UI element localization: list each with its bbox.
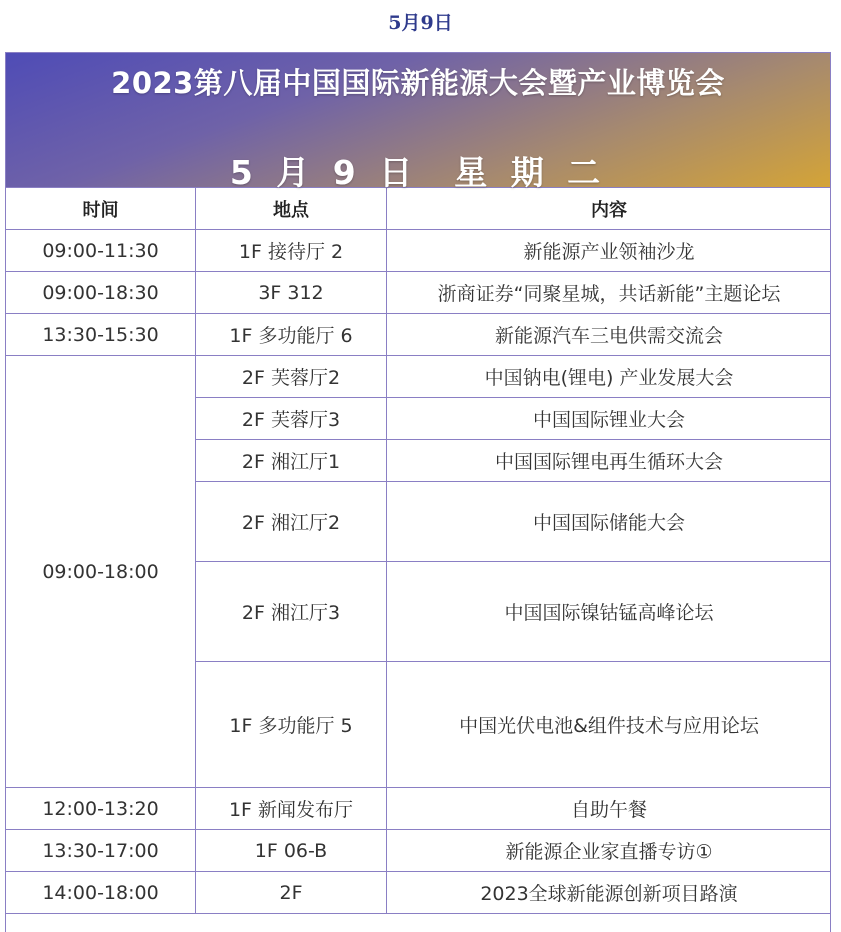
place-cell: 1F 06-B — [196, 830, 387, 872]
event-title: 2023第八届中国国际新能源大会暨产业博览会 — [111, 66, 725, 100]
time-cell: 09:00-18:30 — [6, 272, 196, 314]
place-cell: 2F 芙蓉厅2 — [196, 356, 387, 398]
table-row — [6, 872, 832, 914]
place-cell: 2F 湘江厅3 — [196, 562, 387, 662]
place-cell: 1F 多功能厅 5 — [196, 662, 387, 788]
time-cell: 12:00-13:20 — [6, 788, 196, 830]
content-cell: 新能源产业领袖沙龙 — [387, 230, 832, 272]
content-cell: 自助午餐 — [387, 788, 832, 830]
content-cell: 浙商证券“同聚星城，共话新能”主题论坛 — [387, 272, 832, 314]
content-cell: 中国国际锂业大会 — [387, 398, 832, 440]
content-cell: 中国国际锂电再生循环大会 — [387, 440, 832, 482]
time-cell: 09:00-18:00 — [6, 356, 196, 788]
banner-day — [6, 147, 830, 194]
time-cell: 14:00-18:00 — [6, 872, 196, 914]
place-cell: 1F 接待厅 2 — [196, 230, 387, 272]
place-cell: 2F 湘江厅2 — [196, 482, 387, 562]
table-row — [6, 788, 832, 830]
table-row — [6, 830, 832, 872]
content-cell: 中国钠电(锂电) 产业发展大会 — [387, 356, 832, 398]
place-cell: 3F 312 — [196, 272, 387, 314]
table-row — [6, 314, 832, 356]
place-cell: 2F 芙蓉厅3 — [196, 398, 387, 440]
banner-weekday: 星 期 二 — [454, 153, 607, 192]
content-cell: 新能源企业家直播专访① — [387, 830, 832, 872]
event-banner — [6, 53, 830, 192]
table-row — [6, 230, 832, 272]
column-header-time: 时间 — [6, 188, 196, 230]
place-cell: 1F 多功能厅 6 — [196, 314, 387, 356]
place-cell: 2F — [196, 872, 387, 914]
time-cell: 13:30-17:00 — [6, 830, 196, 872]
content-cell: 中国国际镍钴锰高峰论坛 — [387, 562, 832, 662]
place-cell: 2F 湘江厅1 — [196, 440, 387, 482]
schedule-table — [5, 187, 831, 914]
schedule-card — [5, 52, 831, 932]
content-cell: 中国光伏电池&组件技术与应用论坛 — [387, 662, 832, 788]
time-cell: 09:00-11:30 — [6, 230, 196, 272]
table-row — [6, 272, 832, 314]
table-row — [6, 356, 832, 398]
banner-date: 5 月 9 日 — [229, 153, 419, 192]
content-cell: 新能源汽车三电供需交流会 — [387, 314, 832, 356]
column-header-place: 地点 — [196, 188, 387, 230]
place-cell: 1F 新闻发布厅 — [196, 788, 387, 830]
content-cell: 2023全球新能源创新项目路演 — [387, 872, 832, 914]
content-cell: 中国国际储能大会 — [387, 482, 832, 562]
time-cell: 13:30-15:30 — [6, 314, 196, 356]
page-date: 5月9日 — [388, 12, 453, 34]
column-header-content: 内容 — [387, 188, 832, 230]
